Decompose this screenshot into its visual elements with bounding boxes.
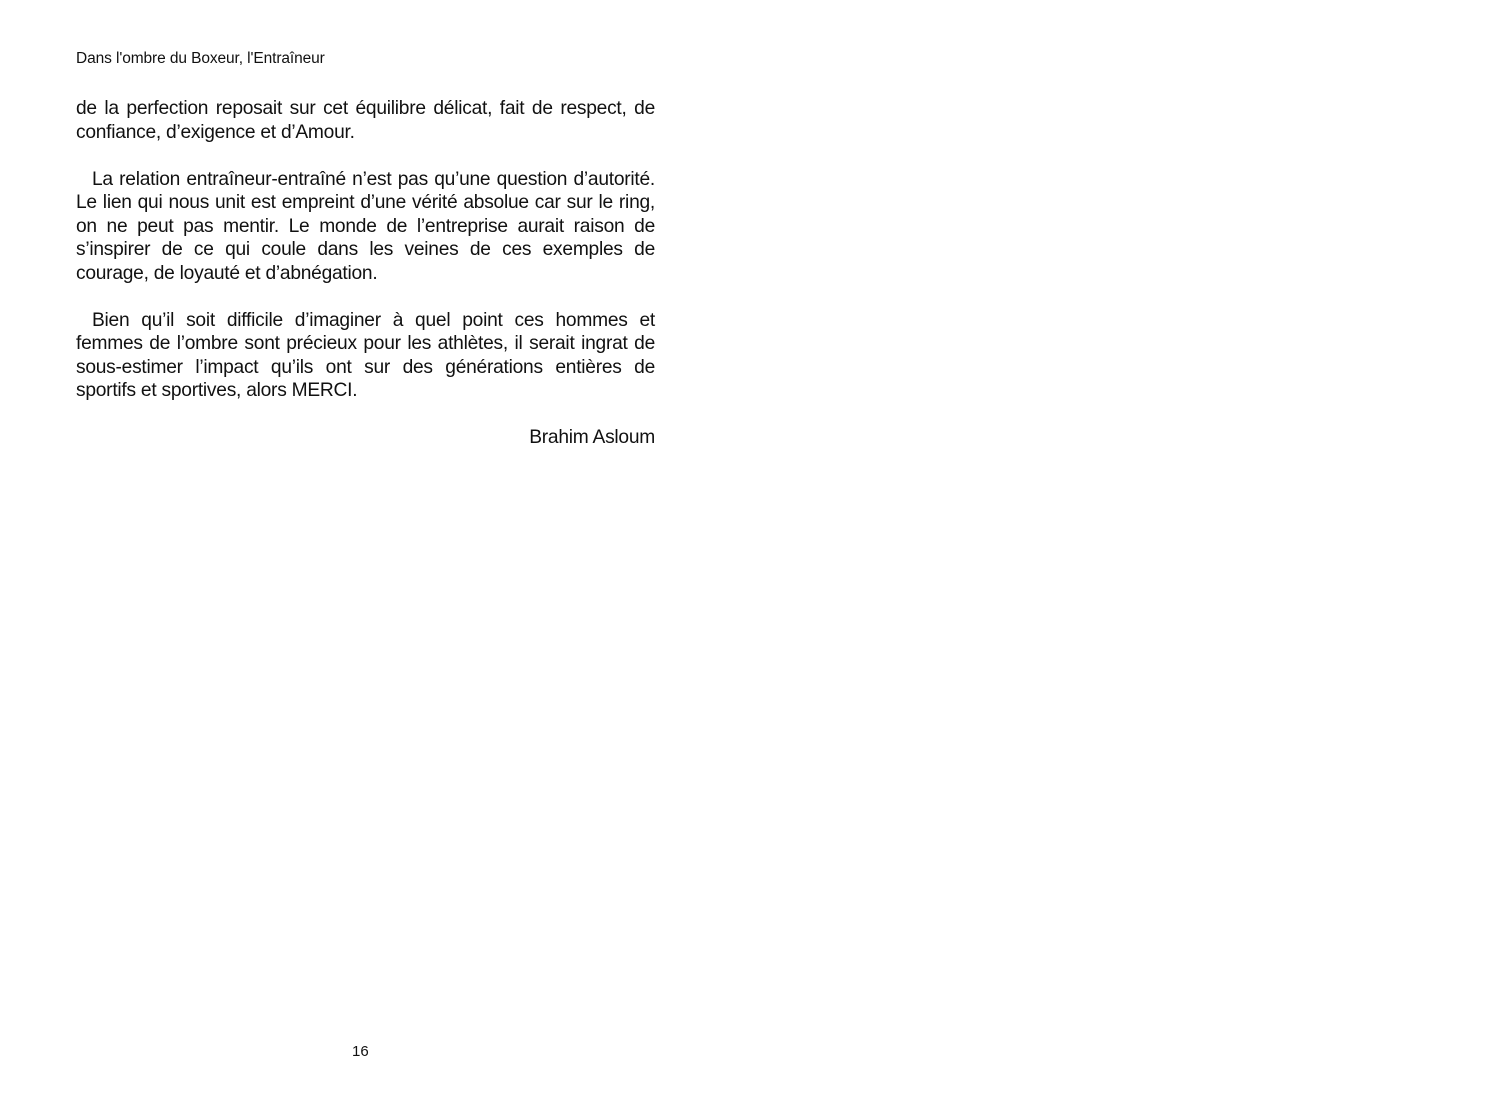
- paragraph-2: La relation entraîneur-entraîné n’est pas qu’une question d’autorité. Le lien qui nous unit est empreint d’une vérité absolue car sur le ring, on ne peut pas mentir. Le monde de l’entreprise aurait raison de s’inspirer de ce qui coule dans les veines de ces exemples de courage, de loyauté et d’abnégation.: [76, 168, 655, 284]
- paragraph-1: de la perfection reposait sur cet équilibre délicat, fait de respect, de confiance, d’exigence et d’Amour.: [76, 98, 655, 143]
- author-signature: Brahim Asloum: [529, 427, 655, 448]
- paragraph-3: Bien qu’il soit difficile d’imaginer à quel point ces hommes et femmes de l’ombre sont précieux pour les athlètes, il serait ingrat de sous-estimer l’impact qu’ils ont sur des générations entières de sportifs et sportives, alors MERCI.: [76, 309, 655, 401]
- body-text: [76, 97, 655, 450]
- running-head: Dans l'ombre du Boxeur, l'Entraîneur: [76, 50, 325, 67]
- page-number: 16: [352, 1043, 369, 1060]
